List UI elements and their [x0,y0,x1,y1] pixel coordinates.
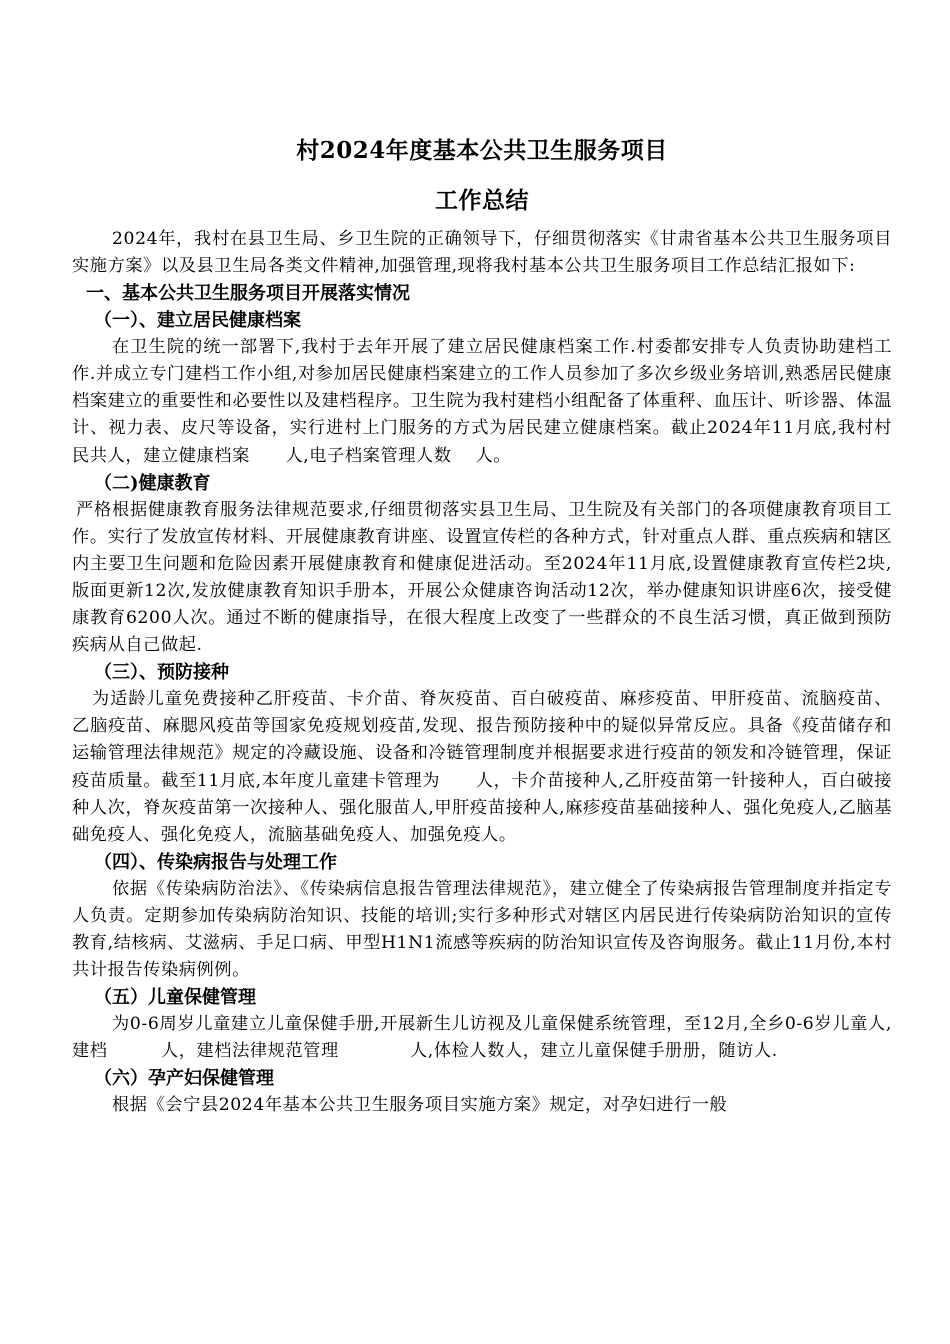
infectious-disease-paragraph: 依据《传染病防治法》、《传染病信息报告管理法律规范》，建立健全了传染病报告管理制度并指定专人负责。定期参加传染病防治知识、技能的培训;实行多种形式对辖区内居民进行传染病防治知识的宣传教育,结核病、艾滋病、手足口病、甲型H1N1流感等疾病的防治知识宣传及咨询服务。截止11月份,本村共计报告传染病例例。 [72,878,892,981]
health-education-paragraph: 严格根据健康教育服务法律规范要求,仔细贯彻落实县卫生局、卫生院及有关部门的各项健康教育项目工作。实行了发放宣传材料、开展健康教育讲座、设置宣传栏的各种方式，针对重点人群、重点疾病和辖区内主要卫生问题和危险因素开展健康教育和健康促进活动。至2024年11月底,设置健康教育宣传栏2块,版面更新12次,发放健康教育知识手册本，开展公众健康咨询活动12次，举办健康知识讲座6次，接受健康教育6200人次。通过不断的健康指导，在很大程度上改变了一些群众的不良生活习惯，真正做到预防疾病从自己做起. [72,499,892,656]
subsection-heading-health-records: （一）、建立居民健康档案 [94,310,301,332]
subsection-heading-health-education: （二)健康教育 [94,472,211,494]
document-title: 村2024年度基本公共卫生服务项目 [296,137,668,164]
subsection-heading-maternal-health: （六）孕产妇保健管理 [94,1068,274,1090]
subsection-heading-child-health: （五）儿童保健管理 [94,987,256,1009]
health-records-paragraph: 在卫生院的统一部署下,我村于去年开展了建立居民健康档案工作.村委都安排专人负责协助建档工作.并成立专门建档工作小组,对参加居民健康档案建立的工作人员参加了多次乡级业务培训,熟悉居民健康档案建立的重要性和必要性以及建档程序。卫生院为我村建档小组配备了体重秤、血压计、听诊器、体温计、视力表、皮尺等设备，实行进村上门服务的方式为居民建立健康档案。截止2024年11月底,我村村民共人，建立健康档案 人,电子档案管理人数 人。 [72,337,892,466]
section-heading-1: 一、基本公共卫生服务项目开展落实情况 [86,283,410,305]
document-subtitle: 工作总结 [435,187,529,214]
document-body [72,128,892,1119]
vaccination-paragraph: 为适龄儿童免费接种乙肝疫苗、卡介苗、脊灰疫苗、百白破疫苗、麻疹疫苗、甲肝疫苗、流脑疫苗、乙脑疫苗、麻腮风疫苗等国家免疫规划疫苗,发现、报告预防接种中的疑似异常反应。具备《疫苗储存和运输管理法律规范》规定的冷藏设施、设备和冷链管理制度并根据要求进行疫苗的领发和冷链管理，保证疫苗质量。截至11月底,本年度儿童建卡管理为 人，卡介苗接种人,乙肝疫苗第一针接种人，百白破接种人次，脊灰疫苗第一次接种人、强化服苗人,甲肝疫苗接种人,麻疹疫苗基础接种人、强化免疫人,乙脑基础免疫人、强化免疫人，流脑基础免疫人、加强免疫人。 [72,689,892,845]
maternal-health-paragraph: 根据《会宁县2024年基本公共卫生服务项目实施方案》规定，对孕妇进行一般 [112,1095,728,1116]
subsection-heading-vaccination: （三）、预防接种 [94,662,229,684]
child-health-paragraph: 为0-6周岁儿童建立儿童保健手册,开展新生儿访视及儿童保健系统管理，至12月,全乡0-6岁儿童人,建档 人，建档法律规范管理 人,体检人数人，建立儿童保健手册册，随访人. [72,1014,892,1062]
intro-paragraph: 2024年，我村在县卫生局、乡卫生院的正确领导下，仔细贯彻落实《甘肃省基本公共卫生服务项目实施方案》以及县卫生局各类文件精神,加强管理,现将我村基本公共卫生服务项目工作总结汇报如下: [72,229,892,277]
subsection-heading-infectious-disease: （四）、传染病报告与处理工作 [94,851,337,873]
